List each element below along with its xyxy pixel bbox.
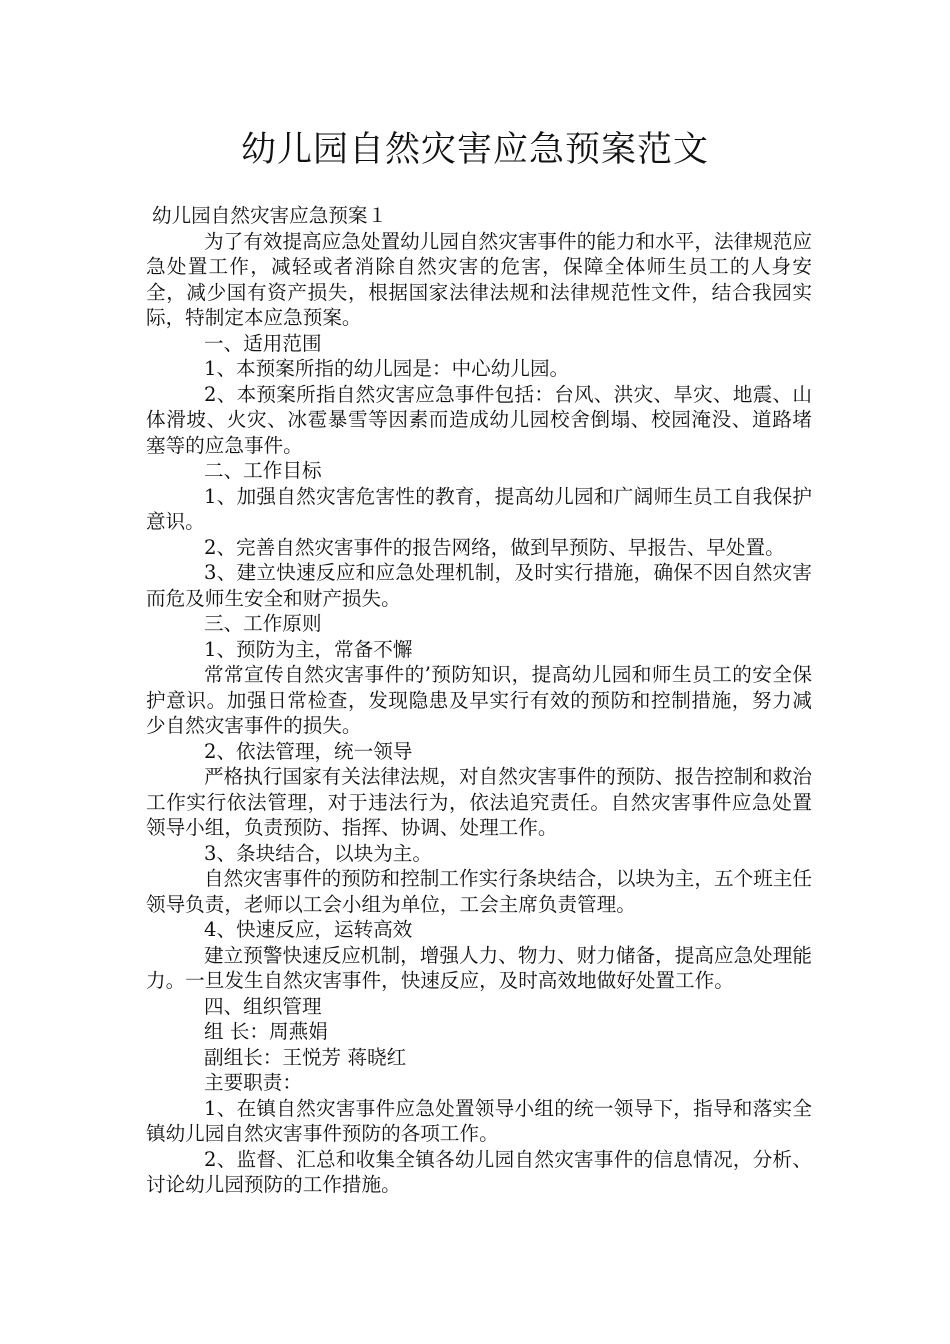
paragraph: 严格执行国家有关法律法规，对自然灾害事件的预防、报告控制和救治工作实行依法管理，对于违法行为，依法追究责任。自然灾害事件应急处置领导小组，负责预防、指挥、协调、处理工作。 [146,765,812,839]
paragraph: 3、建立快速反应和应急处理机制，及时实行措施，确保不因自然灾害而危及师生安全和财产损失。 [146,561,812,610]
document-body [146,203,812,1198]
paragraph: 2、完善自然灾害事件的报告网络，做到早预防、早报告、早处置。 [204,535,785,559]
paragraph: 常常宣传自然灾害事件的’预防知识，提高幼儿园和师生员工的安全保护意识。加强日常检查，发现隐患及早实行有效的预防和控制措施，努力减少自然灾害事件的损失。 [146,663,812,737]
paragraph: 建立预警快速反应机制，增强人力、物力、财力储备，提高应急处理能力。一旦发生自然灾害事件，快速反应，及时高效地做好处置工作。 [146,943,812,992]
section-heading: 一、适用范围 [204,331,322,355]
paragraph: 3、条块结合，以块为主。 [204,841,432,865]
paragraph: 1、加强自然灾害危害性的教育，提高幼儿园和广阔师生员工自我保护意识。 [146,484,812,533]
section-heading: 三、工作原则 [204,612,322,635]
paragraph: 主要职责： [204,1071,302,1094]
section-heading: 二、工作目标 [204,459,322,482]
section-heading: 四、组织管理 [204,994,322,1018]
paragraph: 1、预防为主，常备不懈 [204,637,413,661]
paragraph: 2、本预案所指自然灾害应急事件包括：台风、洪灾、旱灾、地震、山体滑坡、火灾、冰雹暴雪等因素而造成幼儿园校舍倒塌、校园淹没、道路堵塞等的应急事件。 [146,382,812,457]
document-subtitle: 幼儿园自然灾害应急预案１ [152,204,388,227]
paragraph: 2、依法管理，统一领导 [204,739,413,763]
paragraph: 1、在镇自然灾害事件应急处置领导小组的统一领导下，指导和落实全镇幼儿园自然灾害事件预防的各项工作。 [146,1096,812,1145]
document-title: 幼儿园自然灾害应急预案范文 [240,130,709,170]
paragraph: 2、监督、汇总和收集全镇各幼儿园自然灾害事件的信息情况，分析、讨论幼儿园预防的工作措施。 [146,1147,812,1196]
paragraph: 为了有效提高应急处置幼儿园自然灾害事件的能力和水平，法律规范应急处置工作，减轻或者消除自然灾害的危害，保障全体师生员工的人身安全，减少国有资产损失，根据国家法律法规和法律规范性文件，结合我园实际，特制定本应急预案。 [146,229,812,329]
paragraph: 组 长：周燕娟 [204,1020,328,1043]
paragraph: 1、本预案所指的幼儿园是：中心幼儿园。 [204,357,570,380]
paragraph: 自然灾害事件的预防和控制工作实行条块结合，以块为主，五个班主任领导负责，老师以工会小组为单位，工会主席负责管理。 [146,867,812,916]
paragraph: 副组长：王悦芳 蒋晓红 [204,1045,407,1069]
paragraph: 4、快速反应，运转高效 [204,918,413,941]
